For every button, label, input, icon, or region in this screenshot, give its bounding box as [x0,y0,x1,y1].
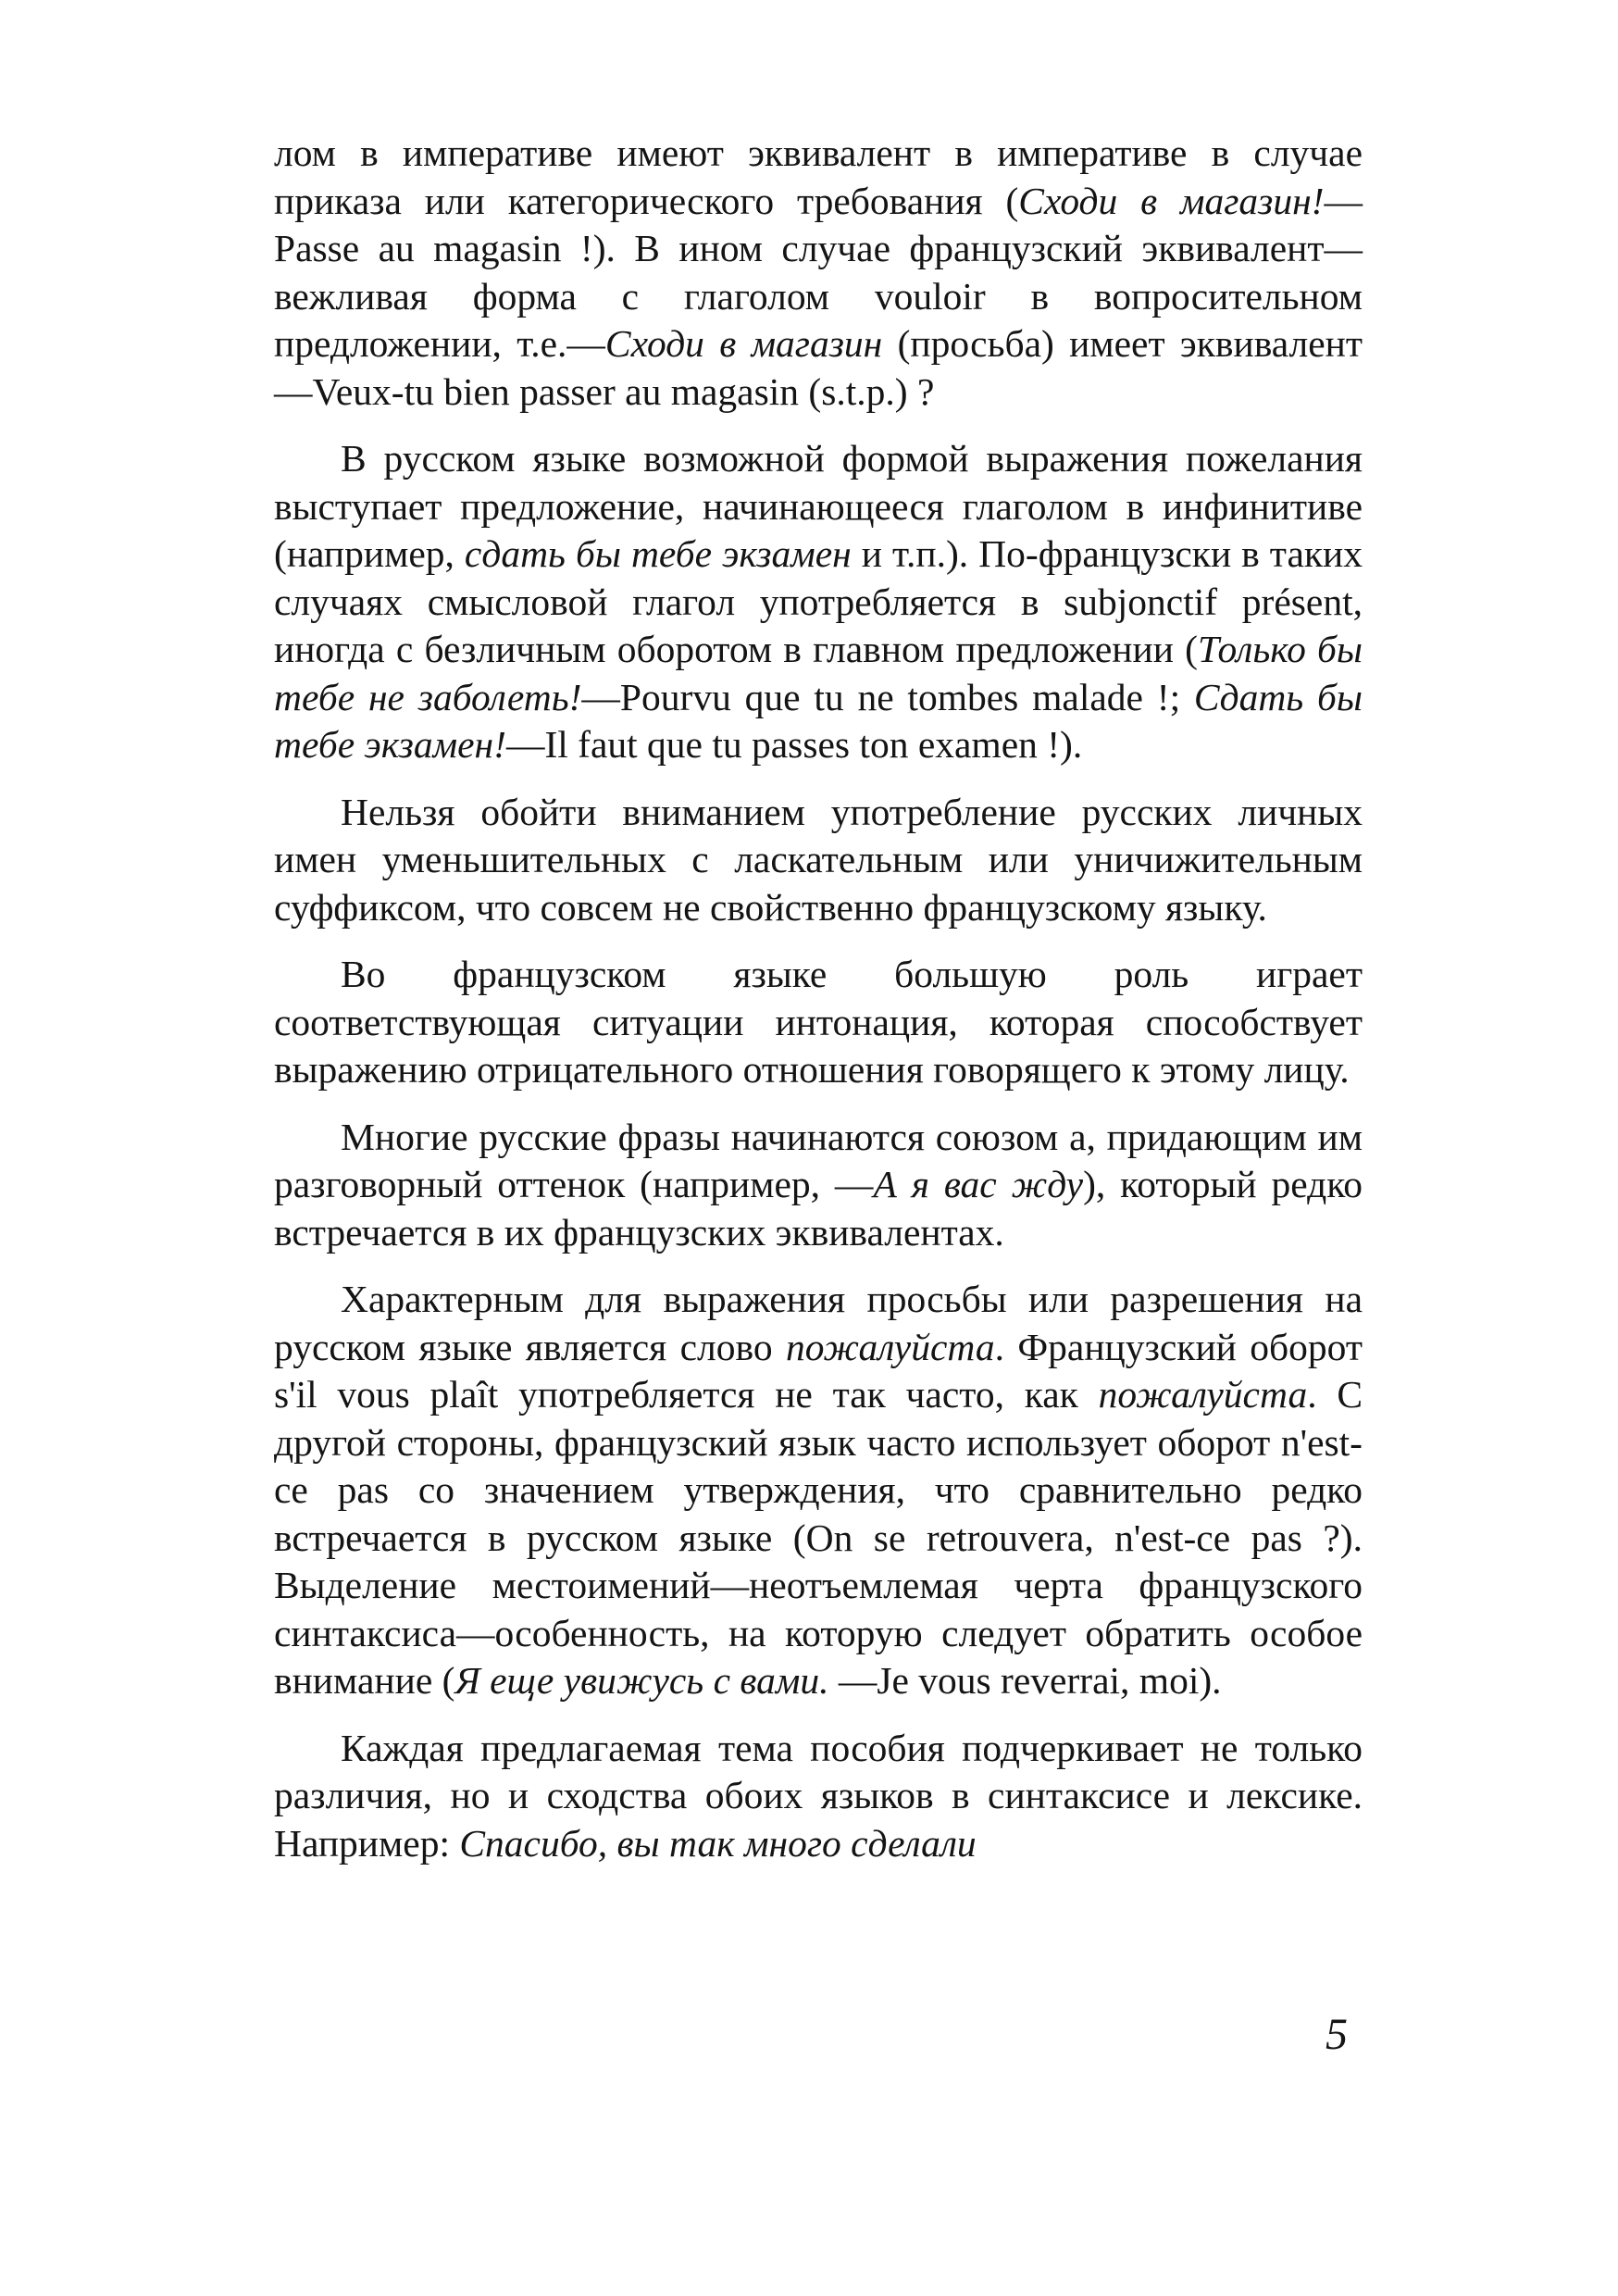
italic-example-text: Сходи в магазин! [1018,179,1325,222]
italic-example-text: сдать бы тебе экзамен [464,532,852,575]
paragraph-text: Характерным для выражения просьбы или разрешения на русском языке является слово [274,1278,1363,1368]
paragraph-text: . С другой стороны, французский язык часто использует оборот n'est-ce pas со значением утверждения, что сравнительно редко встречается в русском языке (On se retrouvera, n'est-ce pas ?). Выделение местоимений—неотъемлемая черта французского синтаксиса—особенность, на которую следует обратить особое внимание ( [274,1373,1363,1702]
italic-example-text: Я еще увижусь с вами. [454,1659,829,1702]
italic-example-text: Спасибо, вы так много сделали [459,1821,977,1865]
paragraph-6 [274,1276,1363,1705]
paragraph-text: Во французском языке большую роль играет соответствующая ситуации интонация, которая способствует выражению отрицательного отношения говорящего к этому лицу. [274,953,1363,1091]
page-number: 5 [1326,2010,1348,2059]
paragraph-1 [274,130,1363,416]
paragraph-text: —Je vous reverrai, moi). [828,1659,1222,1702]
paragraph-text: —Il faut que tu passes ton examen !). [505,723,1083,766]
paragraph-2 [274,435,1363,769]
paragraph-text: —Pourvu que tu ne tombes malade !; [581,675,1194,718]
paragraph-5 [274,1114,1363,1257]
italic-example-text: пожалуйста [785,1325,995,1368]
paragraph-3 [274,789,1363,932]
paragraph-text: . Французский оборот s'il vous plaît употребляется не так часто, как [274,1325,1363,1416]
paragraph-text: Нельзя обойти вниманием употребление русских личных имен уменьшительных с ласкательным или уничижительным суффиксом, что совсем не свойственно французскому языку. [274,790,1363,929]
paragraph-text: Каждая предлагаемая тема пособия подчеркивает не только различия, но и сходства обоих языков в синтаксисе и лексике. Например: [274,1726,1363,1865]
paragraph-text: Многие русские фразы начинаются союзом а, придающим им разговорный оттенок (например, — [274,1115,1363,1205]
paragraph-7 [274,1725,1363,1868]
paragraph-text: —Passe au magasin !). В ином случае французский эквивалент—вежливая форма с глаголом vouloir в вопросительном предложении, т.е.— [274,179,1363,365]
paragraph-text: (просьба) имеет эквивалент—Veux-tu bien passer au magasin (s.t.p.) ? [274,322,1363,413]
paragraph-text: и т.п.). По-французски в таких случаях смысловой глагол употребляется в subjonctif présent, иногда с безличным оборотом в главном предложении ( [274,532,1363,670]
italic-example-text: Сдать бы тебе экзамен! [274,675,1363,766]
italic-example-text: А я вас жду [873,1163,1084,1205]
paragraph-text: В русском языке возможной формой выражения пожелания выступает предложение, начинающееся глаголом в инфинитиве (например, [274,437,1363,575]
paragraph-4 [274,951,1363,1094]
italic-example-text: Сходи в магазин [604,322,883,365]
italic-example-text: Только бы тебе не заболеть! [274,628,1363,718]
paragraph-text: лом в императиве имеют эквивалент в императиве в случае приказа или категорического требования ( [274,131,1363,222]
page-body [274,130,1363,1867]
italic-example-text: пожалуйста [1098,1373,1308,1416]
paragraph-text: ), который редко встречается в их французских эквивалентах. [274,1163,1363,1254]
